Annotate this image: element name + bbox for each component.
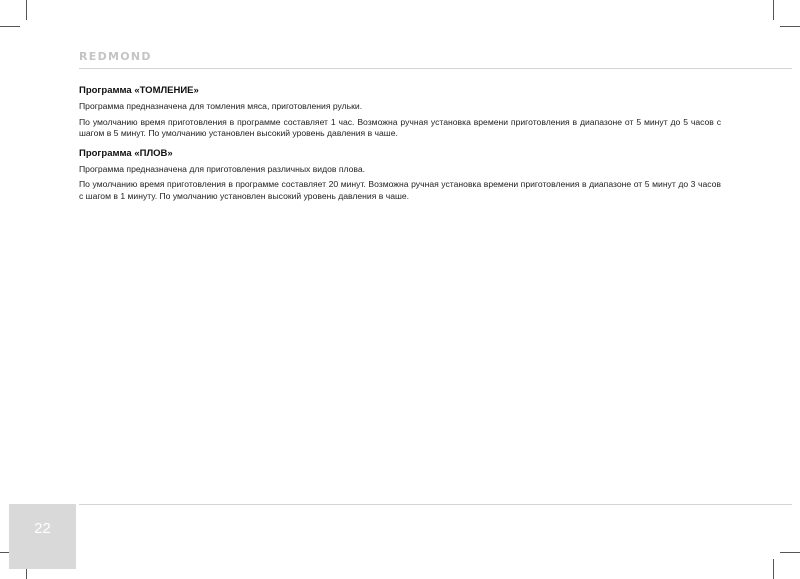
page-number-box bbox=[9, 504, 76, 569]
crop-mark bbox=[773, 0, 774, 20]
header-divider bbox=[79, 68, 792, 69]
section-plov bbox=[79, 147, 721, 203]
crop-mark bbox=[0, 26, 20, 27]
section-tomlenie bbox=[79, 84, 721, 140]
page-content bbox=[79, 84, 721, 207]
crop-mark bbox=[780, 26, 800, 27]
footer-divider bbox=[79, 504, 792, 505]
brand-logo: REDMOND bbox=[79, 50, 152, 63]
paragraph: Программа предназначена для приготовления различных видов плова. bbox=[79, 163, 366, 174]
paragraph: По умолчанию время приготовления в программе составляет 1 час. Возможна ручная установка времени приготовления в диапазоне от 5 минут до 5 часов с шагом в 5 минут. По умолчанию установлен высокий уровень давления в чаше. bbox=[79, 116, 721, 139]
crop-mark bbox=[780, 552, 800, 553]
page-number: 22 bbox=[34, 520, 51, 537]
section-title: Программа «ПЛОВ» bbox=[79, 147, 173, 159]
section-title: Программа «ТОМЛЕНИЕ» bbox=[79, 85, 199, 96]
crop-mark bbox=[773, 559, 774, 579]
crop-mark bbox=[26, 0, 27, 20]
paragraph: Программа предназначена для томления мяса, приготовления рульки. bbox=[79, 101, 363, 111]
paragraph: По умолчанию время приготовления в программе составляет 20 минут. Возможна ручная установка времени приготовления в диапазоне от 5 минут до 3 часов с шагом в 1 минуту. По умолчанию установлен высокий уровень давления в чаше. bbox=[79, 179, 721, 201]
